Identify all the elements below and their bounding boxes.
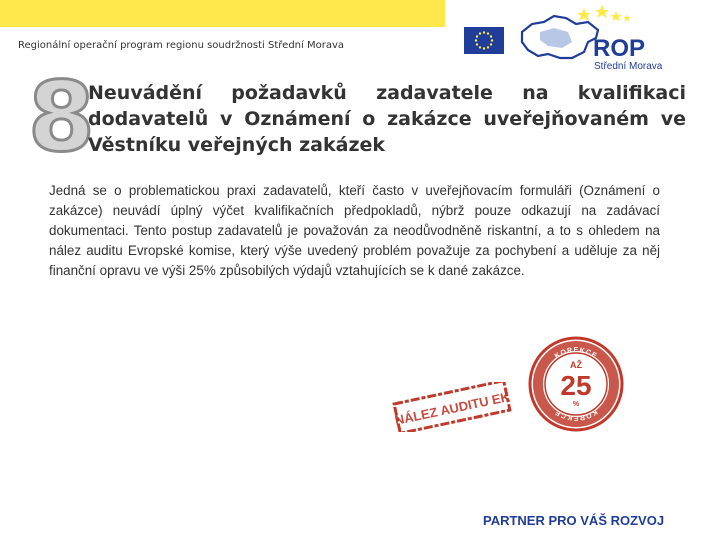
program-title: Regionální operační program regionu soudržnosti Střední Morava [18, 40, 344, 51]
slide-number: 8 [28, 61, 95, 173]
audit-stamp [392, 382, 512, 432]
rop-logo-text: ROP [593, 35, 646, 62]
correction-stamp-top: KOREKCE [553, 346, 599, 361]
slide-title: Neuvádění požadavků zadavatele na kvalifikaci dodavatelů v Oznámení o zakázce uveřejňovaném ve Věstníku veřejných zakázek [88, 82, 686, 156]
body-paragraph: Jedná se o problematickou praxi zadavatelů, kteří často v uveřejňovacím formuláři (Oznámení o zakázce) neuvádí úplný výčet kvalifikačních předpokladů, nýbrž pouze odkazují na zadávací dokumentaci. Tento postup zadavatelů je považován za neodůvodněně riskantní, a to s ohledem na nález auditu Evropské komise, který výše uvedený problém považuje za pochybení a uděluje za něj finanční opravu ve výši 25% způsobilých výdajů vztahujících se k dané zakázce. [49, 183, 660, 278]
correction-stamp-prefix: AŽ [570, 360, 582, 370]
correction-stamp-unit: % [572, 401, 580, 408]
eu-flag-icon [464, 27, 504, 54]
header-yellow-bar [0, 0, 445, 27]
correction-stamp [527, 335, 625, 433]
rop-logo-subtitle: Střední Morava [594, 61, 663, 72]
correction-stamp-value: 25 [560, 370, 592, 401]
czech-map-icon [522, 16, 598, 58]
stars-icon [577, 5, 631, 22]
audit-stamp-text: NÁLEZ AUDITU EK [393, 388, 512, 428]
footer-slogan: PARTNER PRO VÁŠ ROZVOJ [483, 513, 665, 528]
correction-stamp-bottom: KOREKCE [553, 407, 599, 422]
